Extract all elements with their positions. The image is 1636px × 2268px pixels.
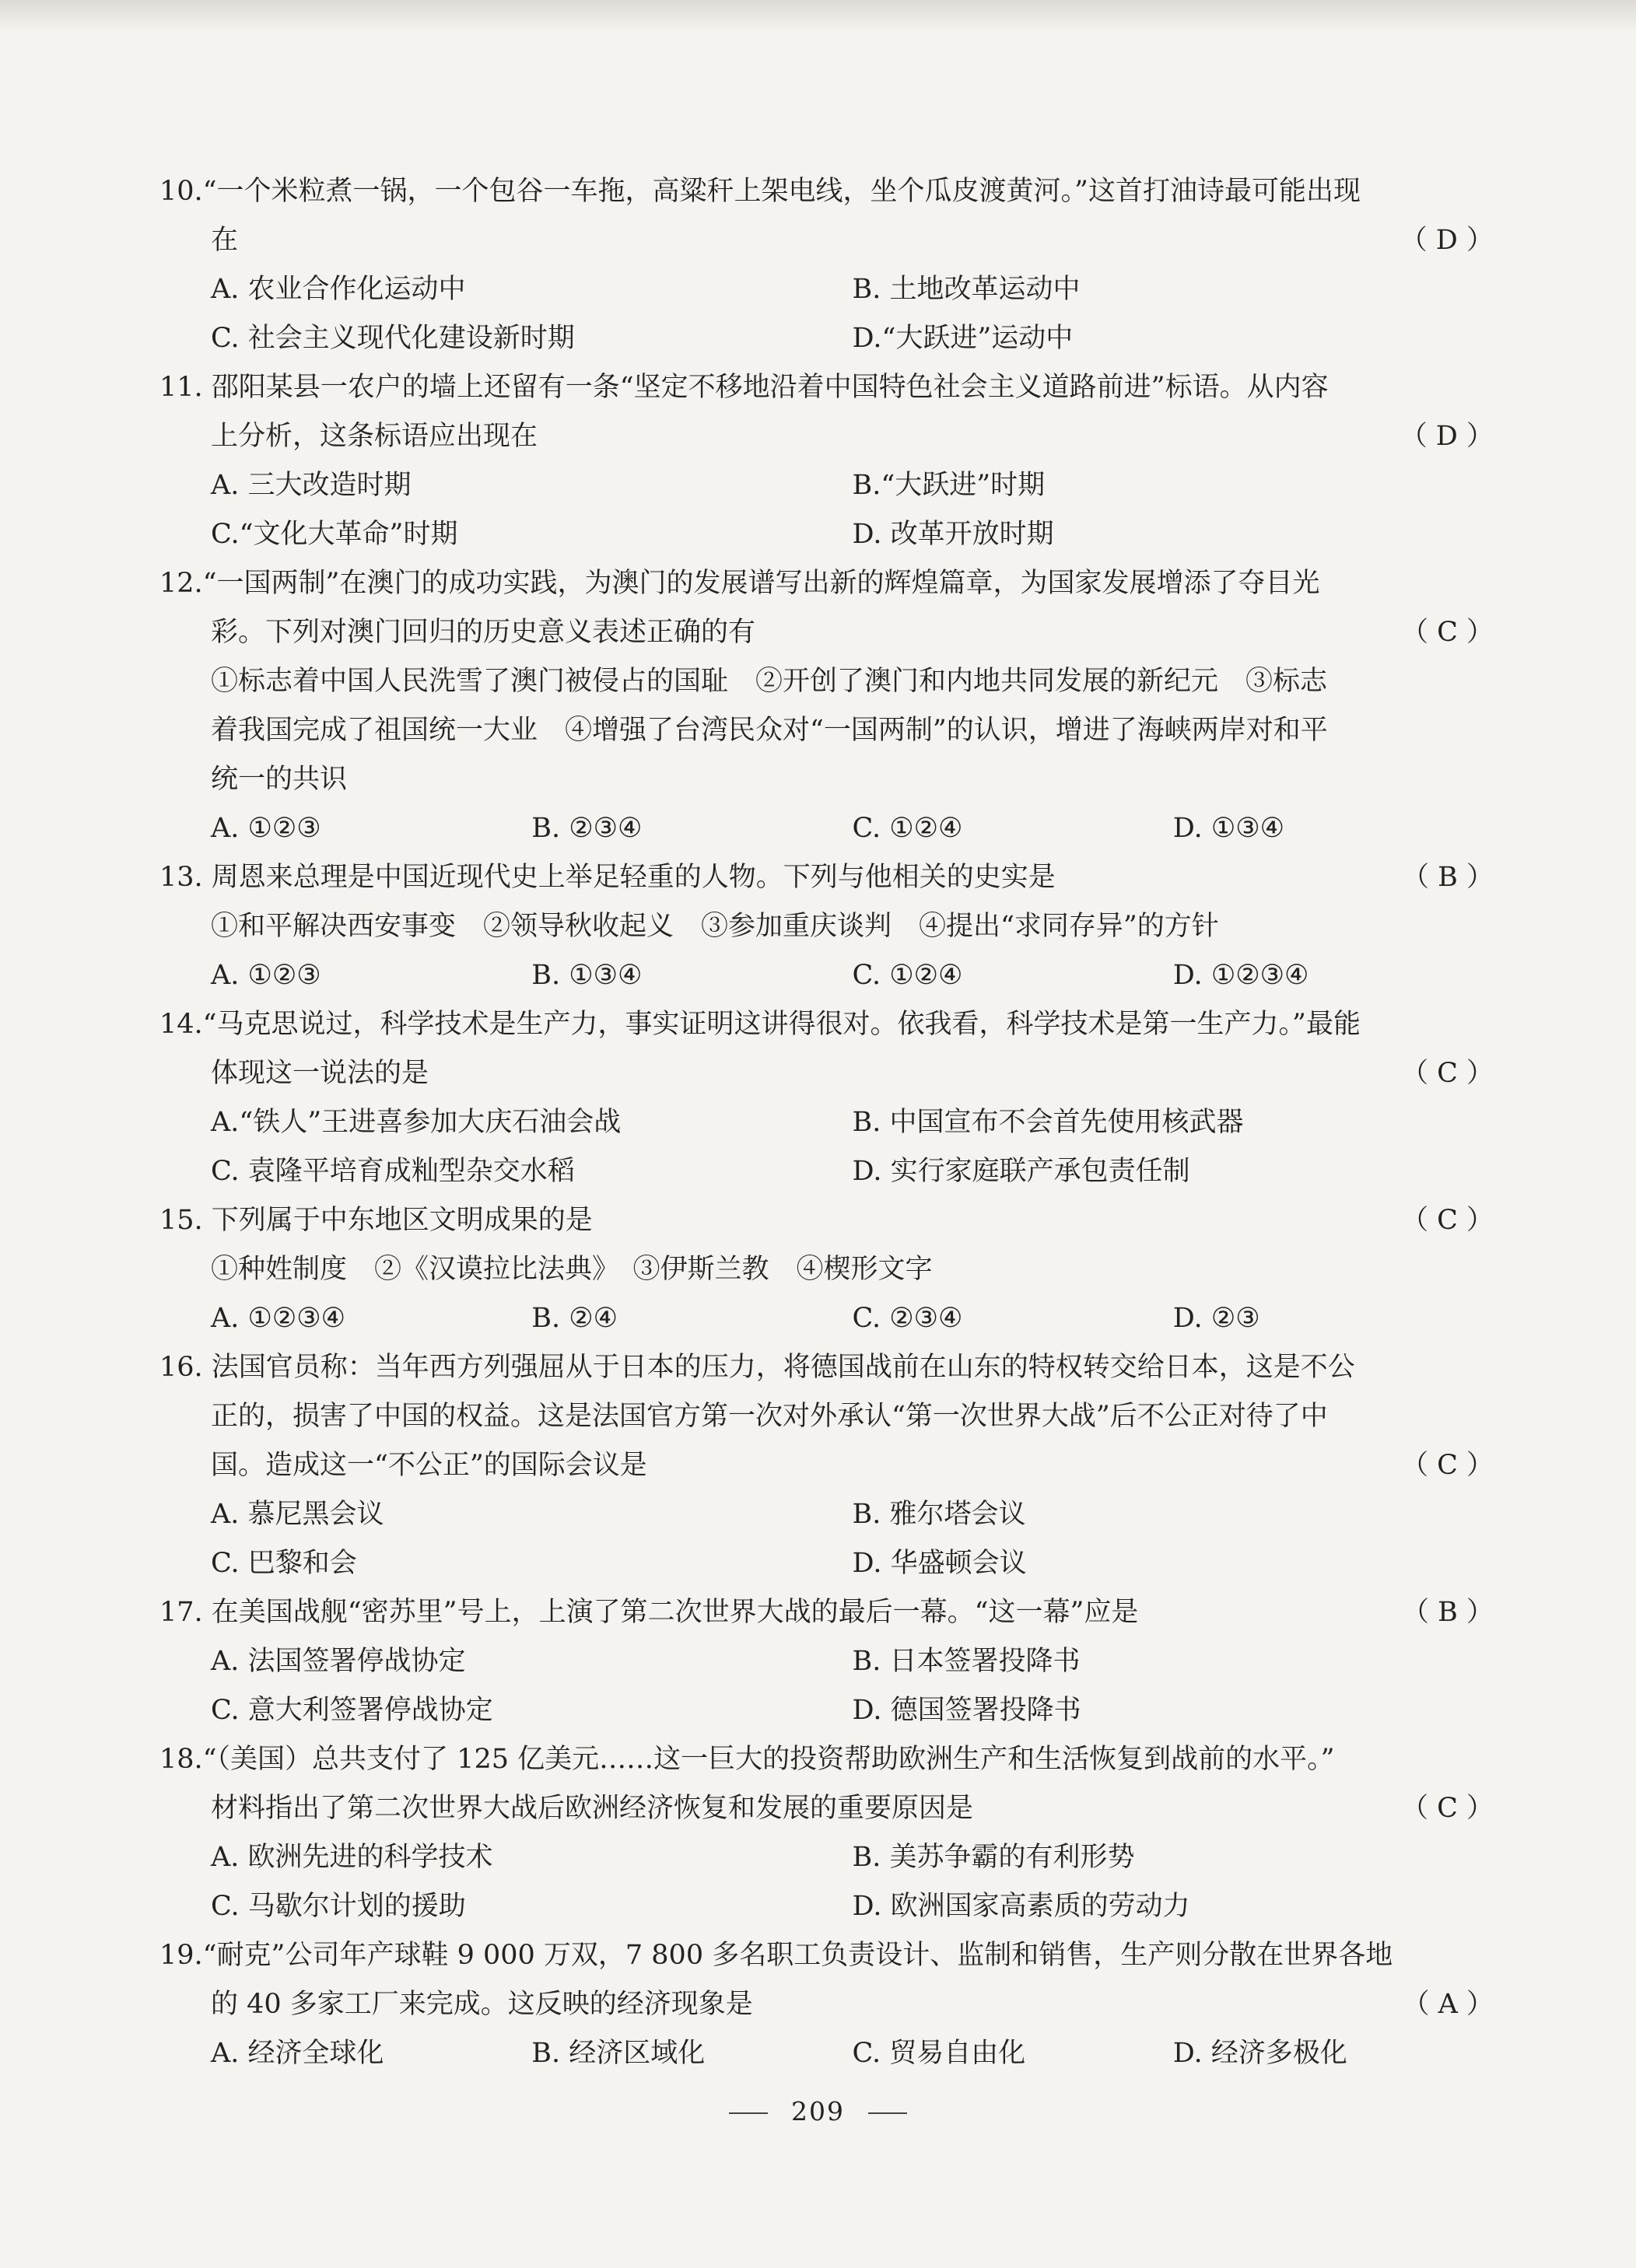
question-stem-line	[159, 1343, 1494, 1392]
option-a: A. 经济全球化	[211, 2038, 384, 2069]
question-stem-line	[159, 363, 1494, 412]
question-16	[159, 1343, 1494, 1588]
options-row	[159, 1294, 1494, 1343]
options-row	[159, 1147, 1494, 1196]
question-12	[159, 559, 1494, 853]
question-statement-line: ①和平解决西安事变 ②领导秋收起义 ③参加重庆谈判 ④提出“求同存异”的方针	[211, 911, 1219, 942]
question-stem-line	[159, 1588, 1494, 1637]
question-statement-line: 着我国完成了祖国统一大业 ④增强了台湾民众对“一国两制”的认识，增进了海峡两岸对和平	[211, 715, 1328, 746]
option-a: A. 三大改造时期	[211, 470, 412, 501]
option-d: D. 欧洲国家高素质的劳动力	[852, 1891, 1190, 1922]
option-c: C. ①②④	[852, 813, 963, 844]
option-d: D. ①②③④	[1172, 960, 1309, 991]
question-statement-line: ①标志着中国人民洗雪了澳门被侵占的国耻 ②开创了澳门和内地共同发展的新纪元 ③标志	[211, 666, 1328, 697]
page-footer	[0, 2096, 1636, 2126]
question-list	[159, 167, 1494, 2078]
answer-bracket: （ C ）	[1400, 617, 1494, 648]
options-row	[159, 265, 1494, 314]
question-stem-text: 体现这一说法的是	[211, 1058, 429, 1089]
options-row	[159, 314, 1494, 363]
option-c: C. 贸易自由化	[852, 2038, 1026, 2069]
question-stem-text: 14.“马克思说过，科学技术是生产力，事实证明这讲得很对。依我看，科学技术是第一生产力。”最能	[159, 1009, 1361, 1040]
option-b: B. 美苏争霸的有利形势	[852, 1842, 1135, 1873]
options-row	[159, 1686, 1494, 1735]
options-row	[159, 1098, 1494, 1147]
question-statement-line: 统一的共识	[211, 764, 348, 795]
option-b: B. ②④	[531, 1303, 618, 1334]
option-c: C. 马歇尔计划的援助	[211, 1891, 466, 1922]
options-row	[159, 804, 1494, 853]
answer-bracket: （ B ）	[1402, 1597, 1494, 1628]
options-row	[159, 1539, 1494, 1588]
options-row	[159, 1637, 1494, 1686]
answer-bracket: （ A ）	[1402, 1989, 1494, 2020]
question-stem-text: 11. 邵阳某县一农户的墙上还留有一条“坚定不移地沿着中国特色社会主义道路前进”标语。从内容	[159, 372, 1329, 403]
question-stem-line	[159, 1980, 1494, 2029]
option-d: D. 经济多极化	[1172, 2038, 1347, 2069]
options-row	[159, 461, 1494, 510]
scan-edge	[0, 0, 1636, 31]
answer-bracket: （ D ）	[1400, 225, 1494, 256]
question-stem-line	[159, 1784, 1494, 1833]
question-stem-line	[159, 216, 1494, 265]
option-a: A. ①②③④	[211, 1303, 346, 1334]
options-row	[159, 951, 1494, 1000]
question-stem-text: 13. 周恩来总理是中国近现代史上举足轻重的人物。下列与他相关的史实是	[159, 862, 1056, 893]
answer-bracket: （ B ）	[1402, 862, 1494, 893]
question-stem-line	[159, 559, 1494, 608]
question-15	[159, 1196, 1494, 1343]
option-c: C. 巴黎和会	[211, 1548, 357, 1579]
question-stem-text: 国。造成这一“不公正”的国际会议是	[211, 1450, 647, 1481]
option-d: D. 德国签署投降书	[852, 1695, 1081, 1726]
question-stem-text: 17. 在美国战舰“密苏里”号上，上演了第二次世界大战的最后一幕。“这一幕”应是	[159, 1597, 1139, 1628]
options-row	[159, 510, 1494, 559]
question-stem-text: 上分析，这条标语应出现在	[211, 421, 538, 452]
option-d: D. ②③	[1172, 1303, 1260, 1334]
option-b: B.“大跃进”时期	[852, 470, 1046, 501]
option-d: D. 改革开放时期	[852, 519, 1054, 550]
option-d: D. 实行家庭联产承包责任制	[852, 1156, 1190, 1187]
option-d: D. 华盛顿会议	[852, 1548, 1027, 1579]
question-stem-text: 12.“一国两制”在澳门的成功实践，为澳门的发展谱写出新的辉煌篇章，为国家发展增添了夺目光	[159, 568, 1320, 599]
question-14	[159, 1000, 1494, 1196]
question-stem-line	[159, 412, 1494, 461]
answer-bracket: （ C ）	[1400, 1793, 1494, 1824]
option-b: B. 中国宣布不会首先使用核武器	[852, 1107, 1244, 1138]
question-stem-line	[159, 1000, 1494, 1049]
options-row	[159, 1882, 1494, 1931]
question-11	[159, 363, 1494, 559]
answer-bracket: （ C ）	[1400, 1450, 1494, 1481]
option-b: B. 经济区域化	[531, 2038, 706, 2069]
option-b: B. 雅尔塔会议	[852, 1499, 1026, 1530]
question-stem-line	[159, 167, 1494, 216]
question-stem-text: 在	[211, 225, 239, 256]
option-d: D.“大跃进”运动中	[852, 323, 1074, 354]
option-a: A. 欧洲先进的科学技术	[211, 1842, 493, 1873]
question-10	[159, 167, 1494, 363]
footer-dash-left	[729, 2112, 768, 2114]
question-stem-text: 材料指出了第二次世界大战后欧洲经济恢复和发展的重要原因是	[211, 1793, 974, 1824]
question-17	[159, 1588, 1494, 1735]
answer-bracket: （ D ）	[1400, 421, 1494, 452]
option-c: C.“文化大革命”时期	[211, 519, 458, 550]
question-stem-line	[159, 1392, 1494, 1441]
option-a: A. 法国签署停战协定	[211, 1646, 466, 1677]
question-stem-text: 彩。下列对澳门回归的历史意义表述正确的有	[211, 617, 756, 648]
answer-bracket: （ C ）	[1400, 1205, 1494, 1236]
option-a: A. 慕尼黑会议	[211, 1499, 384, 1530]
footer-dash-right	[868, 2112, 907, 2114]
question-19	[159, 1931, 1494, 2078]
options-row	[159, 2029, 1494, 2078]
question-stem-line	[159, 1196, 1494, 1245]
question-stem-text: 19.“耐克”公司年产球鞋 9 000 万双，7 800 多名职工负责设计、监制和销售，生产则分散在世界各地	[159, 1940, 1393, 1971]
question-stem-line	[159, 1441, 1494, 1490]
question-stem-line	[159, 1931, 1494, 1980]
question-stem-text: 18.“（美国）总共支付了 125 亿美元……这一巨大的投资帮助欧洲生产和生活恢复到战前的水平。”	[159, 1744, 1335, 1775]
page-number: 209	[791, 2096, 845, 2126]
option-c: C. 社会主义现代化建设新时期	[211, 323, 575, 354]
option-a: A. ①②③	[211, 813, 321, 844]
option-b: B. ①③④	[531, 960, 643, 991]
question-statement-line: ①种姓制度 ②《汉谟拉比法典》 ③伊斯兰教 ④楔形文字	[211, 1254, 933, 1285]
question-18	[159, 1735, 1494, 1931]
options-row	[159, 1833, 1494, 1882]
option-c: C. ②③④	[852, 1303, 963, 1334]
option-d: D. ①③④	[1172, 813, 1284, 844]
question-stem-text: 16. 法国官员称：当年西方列强屈从于日本的压力，将德国战前在山东的特权转交给日本，这是不公	[159, 1352, 1355, 1383]
option-b: B. 日本签署投降书	[852, 1646, 1081, 1677]
answer-bracket: （ C ）	[1400, 1058, 1494, 1089]
option-c: C. 袁隆平培育成籼型杂交水稻	[211, 1156, 575, 1187]
option-a: A. 农业合作化运动中	[211, 274, 466, 305]
option-c: C. 意大利签署停战协定	[211, 1695, 493, 1726]
option-a: A. ①②③	[211, 960, 321, 991]
option-c: C. ①②④	[852, 960, 963, 991]
option-a: A.“铁人”王进喜参加大庆石油会战	[211, 1107, 622, 1138]
question-stem-text: 15. 下列属于中东地区文明成果的是	[159, 1205, 593, 1236]
question-stem-text: 10.“一个米粒煮一锅，一个包谷一车拖，高粱秆上架电线，坐个瓜皮渡黄河。”这首打油诗最可能出现	[159, 176, 1361, 207]
question-stem-text: 正的，损害了中国的权益。这是法国官方第一次对外承认“第一次世界大战”后不公正对待了中	[211, 1401, 1328, 1432]
option-b: B. ②③④	[531, 813, 643, 844]
question-stem-line	[159, 853, 1494, 902]
question-stem-line	[159, 1735, 1494, 1784]
option-b: B. 土地改革运动中	[852, 274, 1081, 305]
question-13	[159, 853, 1494, 1000]
question-stem-line	[159, 608, 1494, 657]
question-stem-text: 的 40 多家工厂来完成。这反映的经济现象是	[211, 1989, 753, 2020]
question-stem-line	[159, 1049, 1494, 1098]
options-row	[159, 1490, 1494, 1539]
